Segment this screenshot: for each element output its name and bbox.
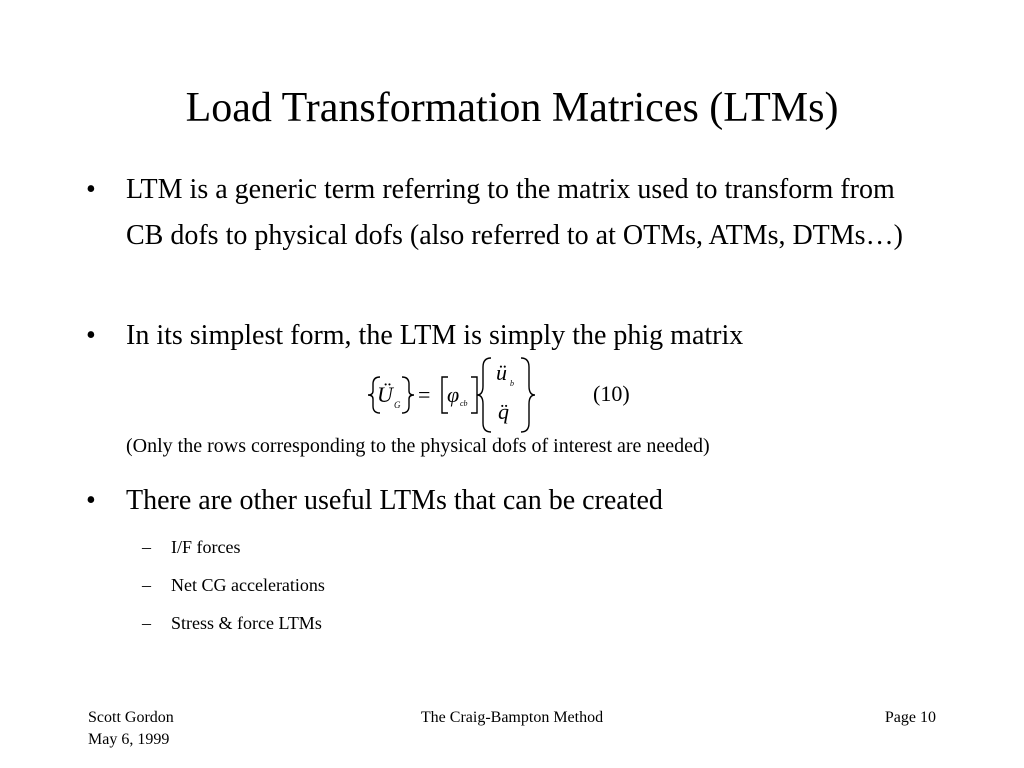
sub-list-dash: – bbox=[142, 575, 151, 595]
lhs-subscript: G bbox=[394, 400, 401, 410]
footer-page-number: Page 10 bbox=[884, 709, 936, 726]
footer-center-title: The Craig-Bampton Method bbox=[420, 709, 604, 726]
vector-bottom: q̈ bbox=[498, 399, 509, 424]
vector-top: ü bbox=[496, 360, 507, 385]
sub-list-text: I/F forces bbox=[171, 537, 241, 557]
sub-list-text: Stress & force LTMs bbox=[171, 613, 322, 633]
equals-sign: = bbox=[418, 382, 431, 407]
left-brace-close bbox=[402, 377, 414, 413]
sub-list-dash: – bbox=[142, 537, 151, 557]
footer-author: Scott Gordon bbox=[88, 709, 174, 726]
sub-list-dash: – bbox=[142, 613, 151, 633]
matrix-symbol: φ bbox=[447, 382, 460, 407]
vector-brace-open bbox=[477, 358, 491, 432]
footer-date: May 6, 1999 bbox=[88, 731, 170, 748]
vector-brace-close bbox=[521, 358, 535, 432]
lhs-symbol: Ü bbox=[377, 382, 393, 407]
bullet-text: In its simplest form, the LTM is simply the phig matrix bbox=[126, 320, 744, 351]
matrix-subscript: cb bbox=[460, 399, 468, 408]
vector-top-subscript: b bbox=[510, 379, 514, 388]
bullet-mark: • bbox=[86, 485, 96, 516]
sub-list-text: Net CG accelerations bbox=[171, 575, 325, 595]
bullet-mark: • bbox=[86, 174, 96, 205]
bullet-text: LTM is a generic term referring to the matrix used to transform from CB dofs to physical dofs (also referred to at OTMs, ATMs, DTMs…) bbox=[126, 174, 903, 251]
equation-number: (10) bbox=[593, 381, 630, 406]
bullet-text: There are other useful LTMs that can be created bbox=[126, 485, 663, 516]
equation-note: (Only the rows corresponding to the physical dofs of interest are needed) bbox=[126, 435, 710, 457]
bullet-mark: • bbox=[86, 320, 96, 351]
matrix-bracket-close bbox=[471, 377, 477, 413]
slide-title: Load Transformation Matrices (LTMs) bbox=[185, 85, 839, 131]
